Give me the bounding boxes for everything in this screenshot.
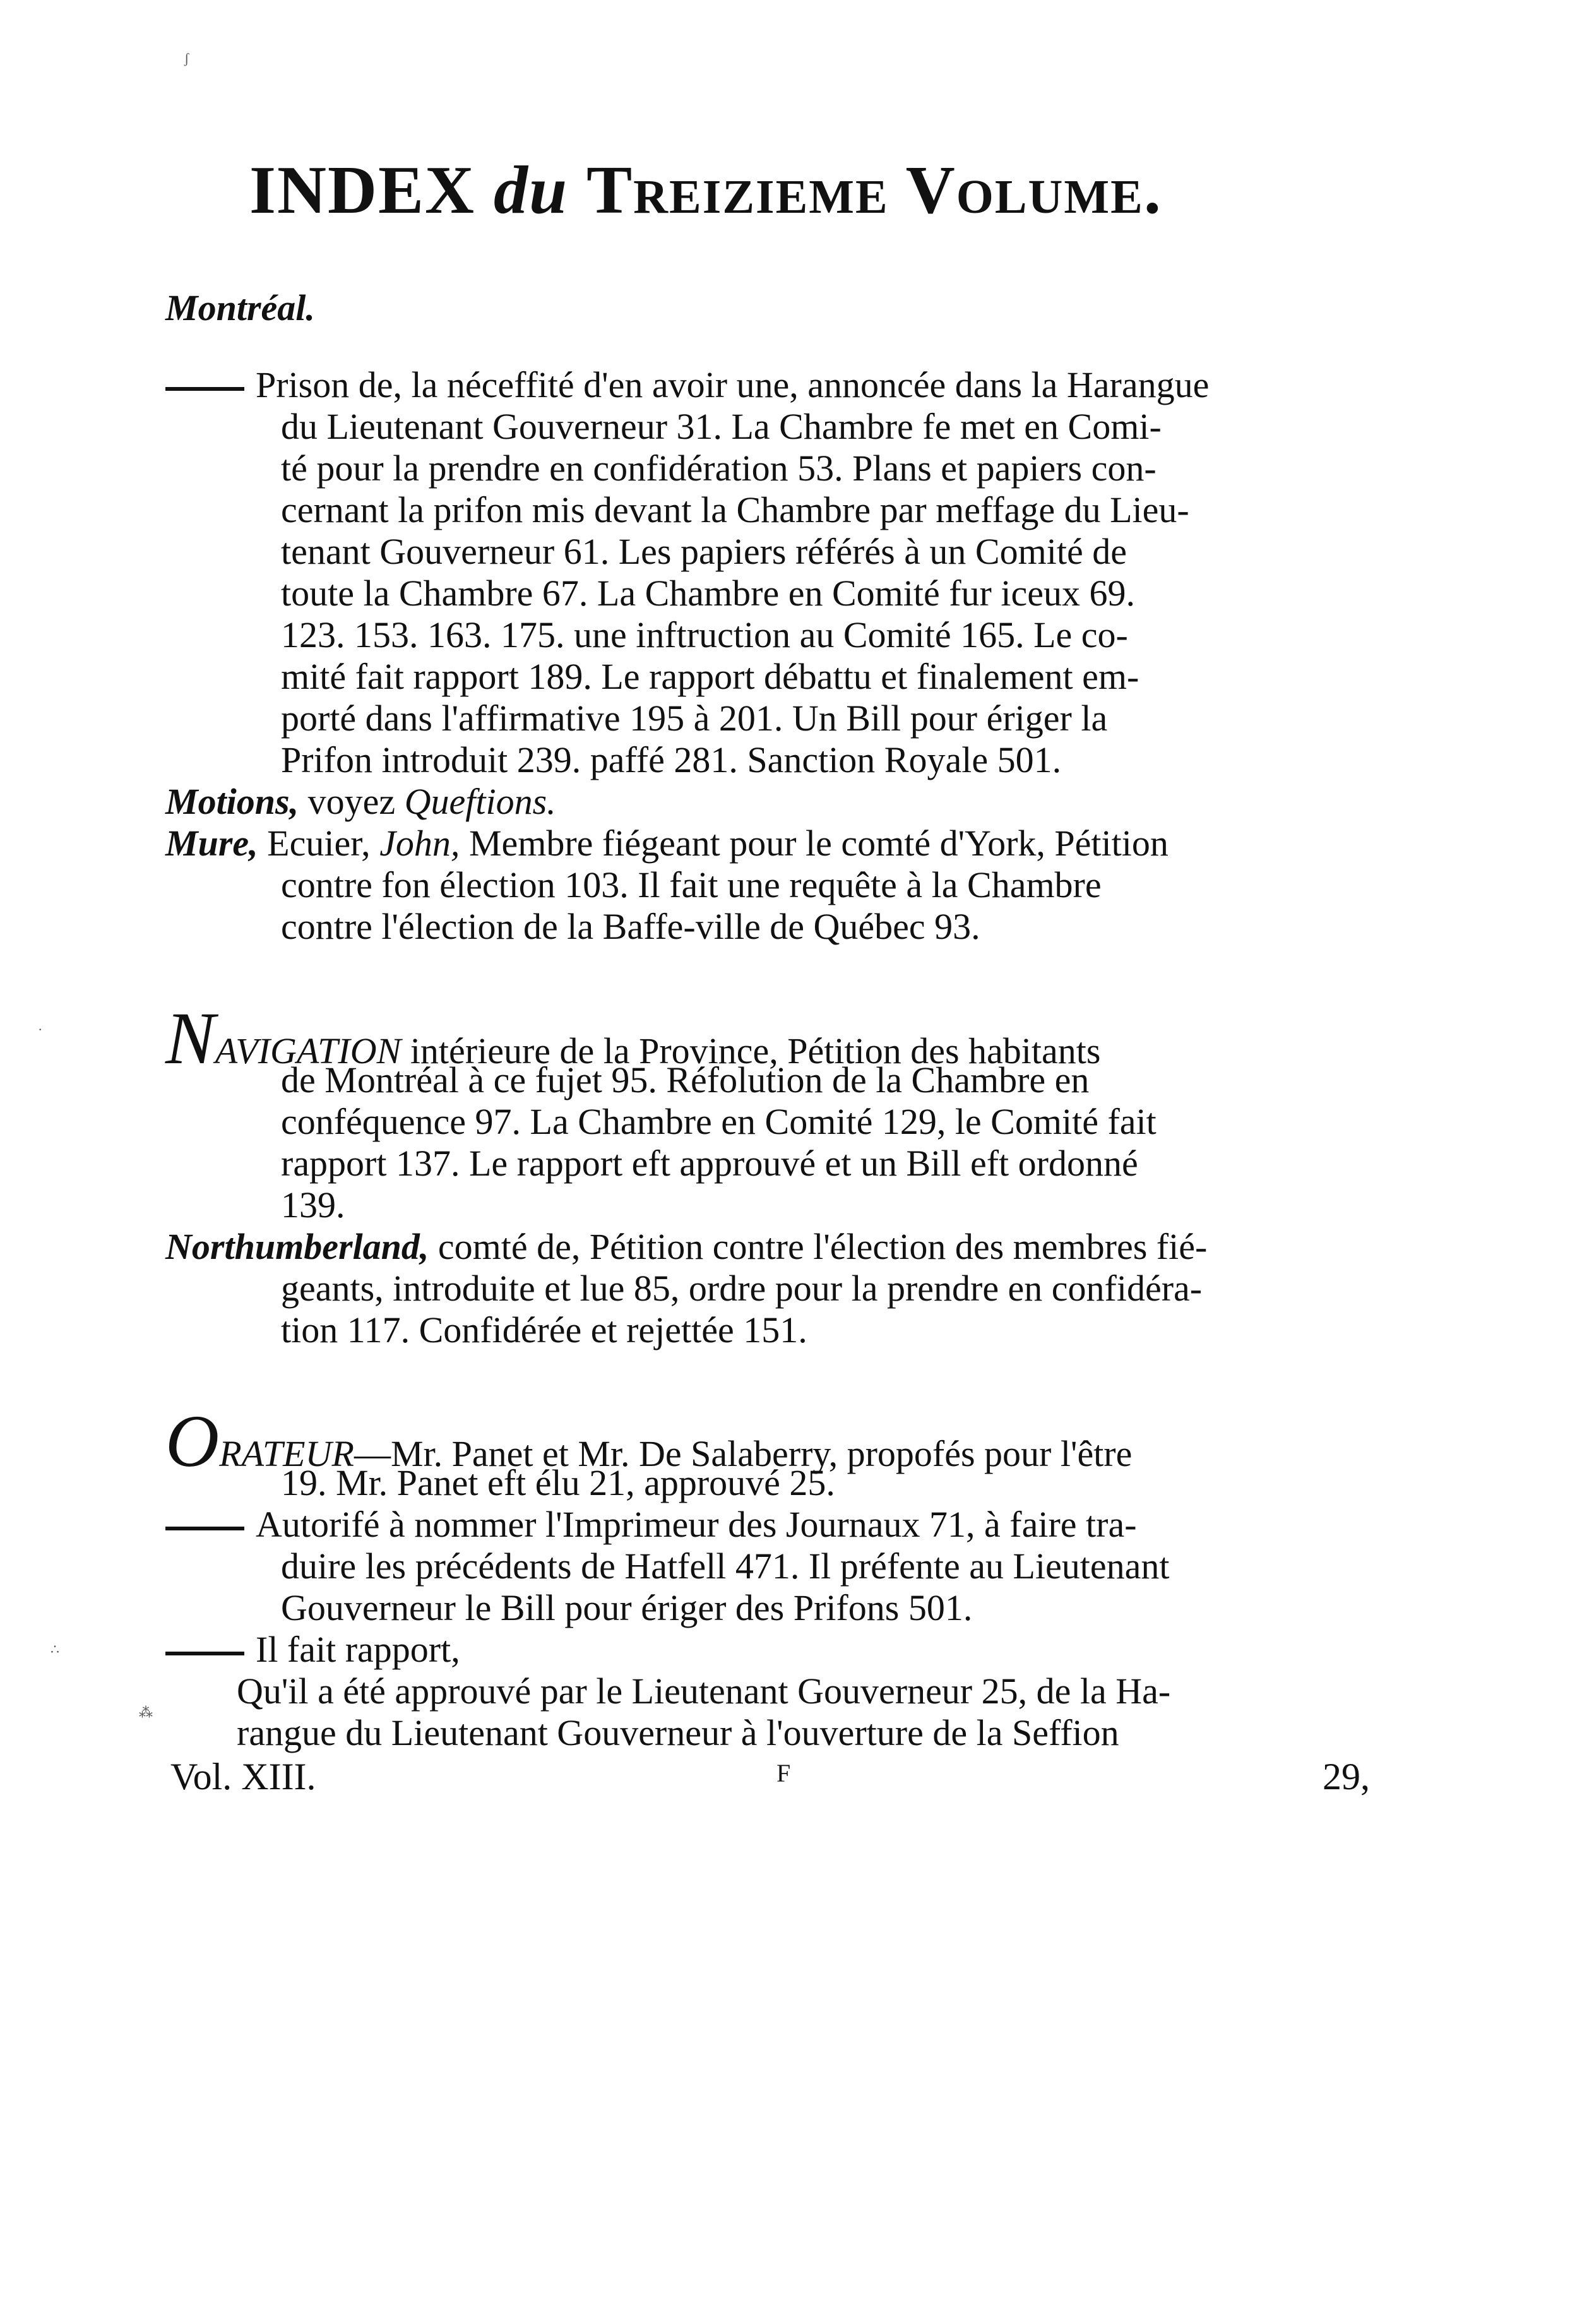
entry-line: Gouverneur le Bill pour ériger des Prifons 501.: [281, 1587, 973, 1628]
entry-navigation: NAVIGATION intérieure de la Province, Pétition des habitants: [165, 997, 1101, 1080]
scan-speck: ·: [38, 1022, 43, 1037]
entry-line: rangue du Lieutenant Gouverneur à l'ouverture de la Seffion: [237, 1712, 1119, 1753]
em-dash-rule: [165, 1652, 244, 1655]
entry-line: Qu'il a été approuvé par le Lieutenant Gouverneur 25, de la Ha-: [237, 1671, 1171, 1712]
catchword: 29,: [1323, 1756, 1370, 1797]
signature-mark: F: [776, 1759, 791, 1787]
entry-line: porté dans l'affirmative 195 à 201. Un Bill pour ériger la: [281, 698, 1108, 739]
entry-line: Prison de, la néceffité d'en avoir une, annoncée dans la Harangue: [165, 364, 1209, 406]
entry-line: mité fait rapport 189. Le rapport débattu et finalement em-: [281, 656, 1139, 697]
entry-line: toute la Chambre 67. La Chambre en Comité fur iceux 69.: [281, 573, 1135, 614]
entry-motions: Motions, voyez Queftions.: [165, 781, 556, 822]
entry-line: contre l'élection de la Baffe-ville de Québec 93.: [281, 906, 980, 947]
em-dash-rule: [165, 387, 244, 391]
entry-line: té pour la prendre en confidération 53. Plans et papiers con-: [281, 448, 1157, 489]
entry-line: duire les précédents de Hatfell 471. Il préfente au Lieutenant: [281, 1546, 1170, 1587]
volume-number: Vol. XIII.: [170, 1756, 316, 1797]
entry-line: du Lieutenant Gouverneur 31. La Chambre fe met en Comi-: [281, 406, 1162, 447]
entry-line: cernant la prifon mis devant la Chambre par meffage du Lieu-: [281, 489, 1189, 530]
page-title: [249, 152, 1449, 230]
entry-northumberland: Northumberland, comté de, Pétition contre l'élection des membres fié-: [165, 1226, 1208, 1267]
entry-line: tenant Gouverneur 61. Les papiers référés à un Comité de: [281, 531, 1127, 572]
scan-speck: ∴: [51, 1642, 59, 1657]
em-dash-rule: [165, 1527, 244, 1530]
title-index: INDEX: [249, 153, 476, 228]
entry-line: tion 117. Confidérée et rejettée 151.: [281, 1309, 807, 1350]
entry-line: 123. 153. 163. 175. une inftruction au Comité 165. Le co-: [281, 614, 1128, 655]
entry-line: contre fon élection 103. Il fait une requête à la Chambre: [281, 864, 1102, 905]
entry-line: de Montréal à ce fujet 95. Réfolution de la Chambre en: [281, 1059, 1090, 1100]
scan-speck: ⁂: [139, 1705, 153, 1720]
entry-line: conféquence 97. La Chambre en Comité 129, le Comité fait: [281, 1101, 1157, 1142]
entry-line: geants, introduite et lue 85, ordre pour la prendre en confidéra-: [281, 1268, 1203, 1309]
entry-line: Il fait rapport,: [165, 1629, 460, 1671]
title-volume: Treizieme Volume.: [586, 153, 1162, 228]
entry-line: rapport 137. Le rapport eft approuvé et un Bill eft ordonné: [281, 1143, 1138, 1184]
scan-speck: ʃ: [184, 51, 189, 66]
entry-line: 19. Mr. Panet eft élu 21, approuvé 25.: [281, 1462, 835, 1503]
entry-line: 139.: [281, 1184, 345, 1225]
entry-line: Autorifé à nommer l'Imprimeur des Journaux 71, à faire tra-: [165, 1504, 1137, 1546]
entry-heading-montreal: Montréal.: [165, 287, 315, 328]
entry-mure: Mure, Ecuier, John, Membre fiégeant pour le comté d'York, Pétition: [165, 823, 1169, 864]
entry-line: Prifon introduit 239. paffé 281. Sanction Royale 501.: [281, 739, 1062, 780]
entry-orateur: ORATEUR—Mr. Panet et Mr. De Salaberry, propofés pour l'être: [165, 1400, 1133, 1482]
title-du: du: [494, 153, 569, 228]
